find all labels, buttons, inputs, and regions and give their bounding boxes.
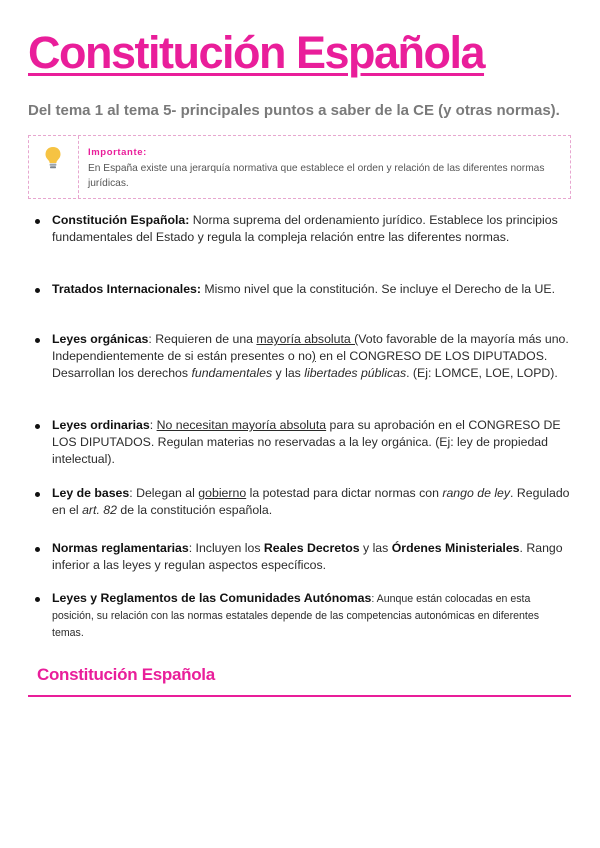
section-divider	[28, 695, 571, 697]
list-item: Leyes ordinarias: No necesitan mayoría absoluta para su aprobación en el CONGRESO DE LOS DIPUTADOS. Regulan materias no reservadas a la ley orgánica. (Ej: ley de propiedad intelectual).	[52, 417, 572, 469]
callout-icon-cell	[29, 136, 79, 198]
list-item: Leyes orgánicas: Requieren de una mayoría absoluta (Voto favorable de la mayoría más uno. Independientemente de si están presentes o no) en el CONGRESO DE LOS DIPUTADOS. Desarrollan los derechos fundamentales y las libertades públicas. (Ej: LOMCE, LOE, LOPD).	[52, 331, 572, 383]
bullet-icon	[35, 492, 40, 497]
list-item: Tratados Internacionales: Mismo nivel que la constitución. Se incluye el Derecho de la UE.	[52, 281, 572, 298]
bullet-icon	[35, 547, 40, 552]
bullet-icon	[35, 288, 40, 293]
bullet-icon	[35, 597, 40, 602]
bullet-icon	[35, 219, 40, 224]
list-item: Constitución Española: Norma suprema del ordenamiento jurídico. Establece los principios fundamentales del Estado y regula la compleja relación entre las diferentes normas.	[52, 212, 572, 246]
callout-text: En España existe una jerarquía normativa que establece el orden y relación de las diferentes normas jurídicas.	[88, 163, 545, 189]
list-item: Leyes y Reglamentos de las Comunidades Autónomas: Aunque están colocadas en esta posición, su relación con las normas estatales depende de las competencias autonómicas en diferentes temas.	[52, 590, 572, 642]
bullet-icon	[35, 338, 40, 343]
bullet-icon	[35, 424, 40, 429]
list-item: Normas reglamentarias: Incluyen los Reales Decretos y las Órdenes Ministeriales. Rango inferior a las leyes y regulan aspectos específicos.	[52, 540, 572, 574]
section-heading: Constitución Española	[37, 665, 215, 684]
list-item: Ley de bases: Delegan al gobierno la potestad para dictar normas con rango de ley. Regulado en el art. 82 de la constitución española.	[52, 485, 572, 519]
subtitle: Del tema 1 al tema 5- principales puntos a saber de la CE (y otras normas).	[28, 102, 560, 119]
page-title: Constitución Española	[28, 27, 485, 78]
callout-label: Importante:	[88, 147, 147, 158]
lightbulb-icon	[44, 146, 62, 175]
important-callout	[28, 135, 571, 199]
